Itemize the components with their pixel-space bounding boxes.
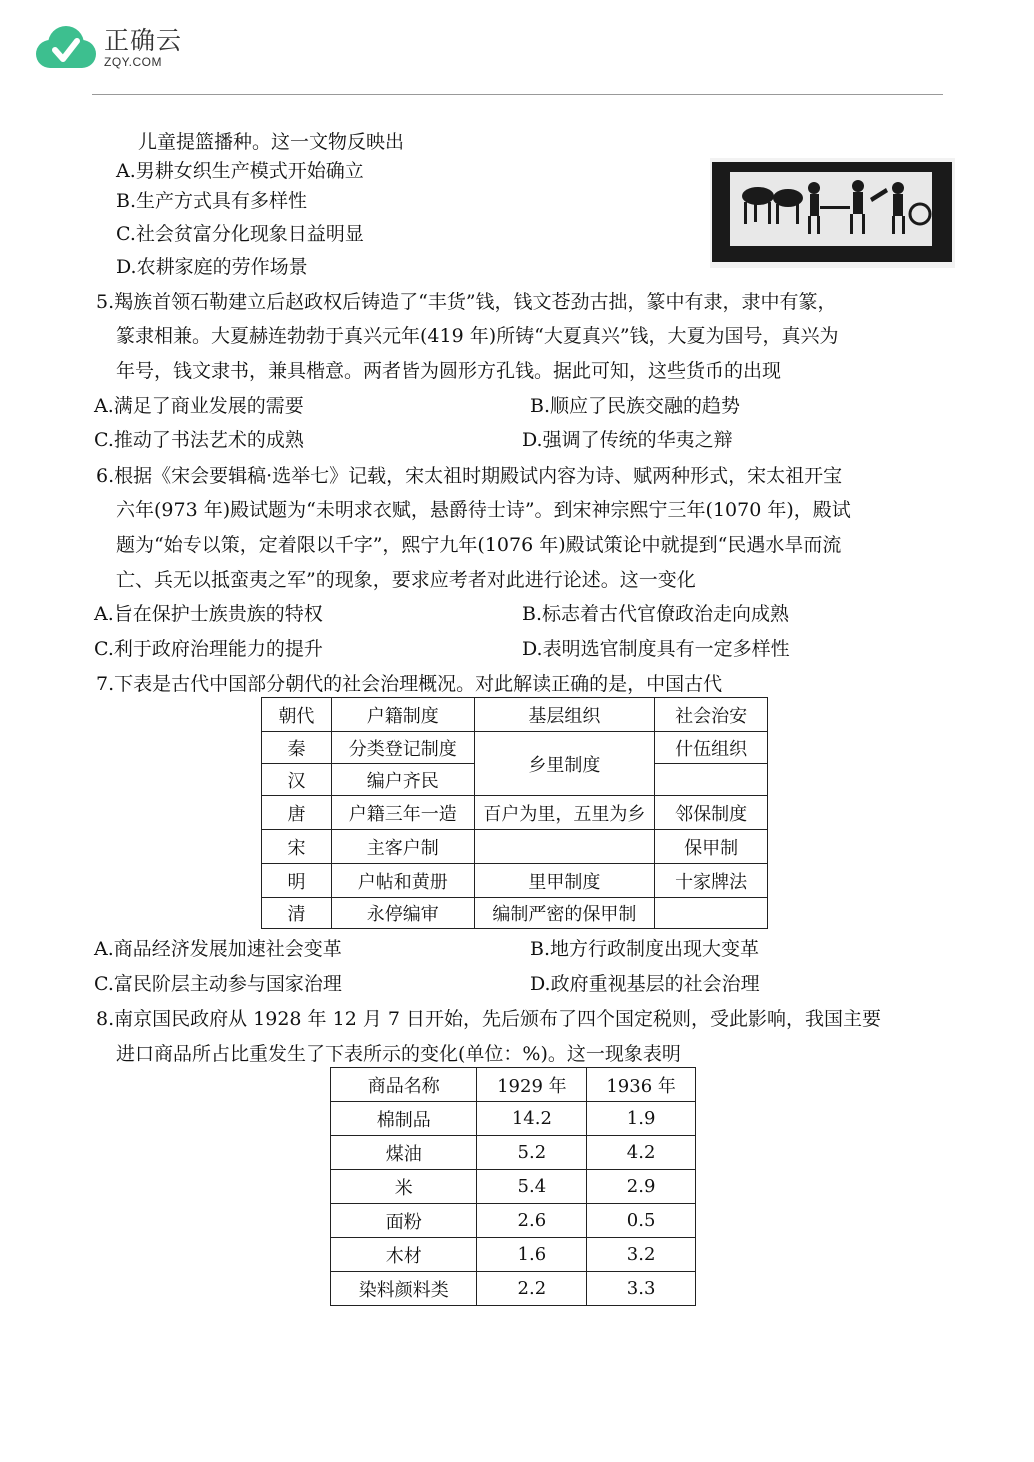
table-cell: 米 — [331, 1170, 477, 1204]
table-cell: 明 — [262, 864, 332, 898]
table-cell: 2.9 — [587, 1170, 696, 1204]
q6-stem-line1: 6.根据《宋会要辑稿·选举七》记载，宋太祖时期殿试内容为诗、赋两种形式，宋太祖开宝 — [96, 465, 843, 487]
table-cell: 清 — [262, 898, 332, 929]
q7-option-d: D.政府重视基层的社会治理 — [530, 973, 760, 995]
q5-stem-line2: 篆隶相兼。大夏赫连勃勃于真兴元年(419 年)所铸“大夏真兴”钱，大夏为国号，真兴为 — [116, 325, 839, 347]
header-cell: 1936 年 — [587, 1068, 696, 1102]
table-cell: 保甲制 — [655, 830, 768, 864]
table-cell: 2.2 — [477, 1272, 587, 1306]
table-cell: 1.6 — [477, 1238, 587, 1272]
q6-stem-line2: 六年(973 年)殿试题为“未明求衣赋，悬爵待士诗”。到宋神宗熙宁三年(1070 年)，殿试 — [116, 499, 851, 521]
table-row — [331, 1272, 696, 1306]
table-cell: 户帖和黄册 — [331, 864, 474, 898]
logo-title: 正确云 — [104, 26, 183, 55]
q6-option-d: D.表明选官制度具有一定多样性 — [522, 638, 790, 660]
q7-option-c: C.富民阶层主动参与国家治理 — [94, 973, 342, 995]
table-row — [331, 1102, 696, 1136]
table-row — [262, 732, 768, 764]
table-cell: 3.2 — [587, 1238, 696, 1272]
q5-option-a: A.满足了商业发展的需要 — [94, 395, 304, 417]
q8-stem-line2: 进口商品所占比重发生了下表所示的变化(单位：%)。这一现象表明 — [116, 1043, 681, 1065]
table-cell: 染料颜料类 — [331, 1272, 477, 1306]
header-cell: 1929 年 — [477, 1068, 587, 1102]
table-cell: 14.2 — [477, 1102, 587, 1136]
table-cell: 户籍三年一造 — [331, 796, 474, 830]
table-row — [331, 1204, 696, 1238]
q4-option-c: C.社会贫富分化现象日益明显 — [116, 223, 364, 245]
table-cell: 5.2 — [477, 1136, 587, 1170]
q5-option-c: C.推动了书法艺术的成熟 — [94, 429, 304, 451]
table-row — [262, 898, 768, 929]
q4-option-d: D.农耕家庭的劳作场景 — [116, 256, 308, 278]
q5-option-b: B.顺应了民族交融的趋势 — [530, 395, 741, 417]
table-cell: 分类登记制度 — [331, 732, 474, 764]
q7-option-a: A.商品经济发展加速社会变革 — [94, 938, 342, 960]
q5-stem-line3: 年号，钱文隶书，兼具楷意。两者皆为圆形方孔钱。据此可知，这些货币的出现 — [116, 360, 782, 382]
table-cell: 木材 — [331, 1238, 477, 1272]
table-cell — [474, 830, 655, 864]
header-cell: 户籍制度 — [331, 698, 474, 732]
farming-relief-image — [710, 158, 955, 268]
table-cell: 5.4 — [477, 1170, 587, 1204]
header-cell: 社会治安 — [655, 698, 768, 732]
table-cell: 里甲制度 — [474, 864, 655, 898]
header-cell: 基层组织 — [474, 698, 655, 732]
table-row — [262, 864, 768, 898]
table-cell: 主客户制 — [331, 830, 474, 864]
table-cell: 永停编审 — [331, 898, 474, 929]
table-cell: 乡里制度 — [474, 732, 655, 796]
q6-stem-line4: 亡、兵无以抵蛮夷之军”的现象，要求应考者对此进行论述。这一变化 — [116, 569, 696, 591]
table-cell: 4.2 — [587, 1136, 696, 1170]
q6-option-b: B.标志着古代官僚政治走向成熟 — [522, 603, 790, 625]
table-row — [331, 1170, 696, 1204]
site-logo — [30, 24, 182, 72]
table-cell: 十家牌法 — [655, 864, 768, 898]
q4-stem-continued: 儿童提篮播种。这一文物反映出 — [138, 131, 405, 153]
table-header-row — [262, 698, 768, 732]
q8-stem-line1: 8.南京国民政府从 1928 年 12 月 7 日开始，先后颁布了四个国定税则，受此影响，我国主要 — [96, 1008, 881, 1030]
q4-option-b: B.生产方式具有多样性 — [116, 190, 308, 212]
table-cell: 1.9 — [587, 1102, 696, 1136]
governance-table — [261, 697, 768, 929]
q6-option-c: C.利于政府治理能力的提升 — [94, 638, 323, 660]
header-cell: 朝代 — [262, 698, 332, 732]
table-row — [331, 1136, 696, 1170]
header-cell: 商品名称 — [331, 1068, 477, 1102]
table-row — [262, 830, 768, 864]
table-cell: 2.6 — [477, 1204, 587, 1238]
q6-stem-line3: 题为“始专以策，定着限以千字”，熙宁九年(1076 年)殿试策论中就提到“民遇水旱而流 — [116, 534, 842, 556]
table-header-row — [331, 1068, 696, 1102]
table-cell: 煤油 — [331, 1136, 477, 1170]
table-cell: 唐 — [262, 796, 332, 830]
import-share-table — [330, 1067, 696, 1306]
table-cell: 秦 — [262, 732, 332, 764]
table-cell: 什伍组织 — [655, 732, 768, 764]
table-cell: 百户为里，五里为乡 — [474, 796, 655, 830]
table-cell — [655, 898, 768, 929]
q6-option-a: A.旨在保护士族贵族的特权 — [94, 603, 323, 625]
table-cell: 0.5 — [587, 1204, 696, 1238]
header-rule — [92, 94, 943, 95]
table-cell: 3.3 — [587, 1272, 696, 1306]
table-cell: 编户齐民 — [331, 764, 474, 796]
q5-stem-line1: 5.羯族首领石勒建立后赵政权后铸造了“丰货”钱，钱文苍劲古拙，篆中有隶，隶中有篆， — [96, 291, 837, 313]
q5-option-d: D.强调了传统的华夷之辩 — [522, 429, 733, 451]
cloud-check-icon — [30, 24, 98, 72]
logo-domain: ZQY.COM — [104, 55, 162, 69]
table-row — [262, 796, 768, 830]
table-row — [331, 1238, 696, 1272]
table-cell: 面粉 — [331, 1204, 477, 1238]
table-cell — [655, 764, 768, 796]
table-cell: 宋 — [262, 830, 332, 864]
q7-option-b: B.地方行政制度出现大变革 — [530, 938, 760, 960]
table-cell: 编制严密的保甲制 — [474, 898, 655, 929]
q7-stem: 7.下表是古代中国部分朝代的社会治理概况。对此解读正确的是，中国古代 — [96, 673, 723, 695]
table-cell: 棉制品 — [331, 1102, 477, 1136]
q4-option-a: A.男耕女织生产模式开始确立 — [116, 160, 364, 182]
table-cell: 邻保制度 — [655, 796, 768, 830]
table-cell: 汉 — [262, 764, 332, 796]
